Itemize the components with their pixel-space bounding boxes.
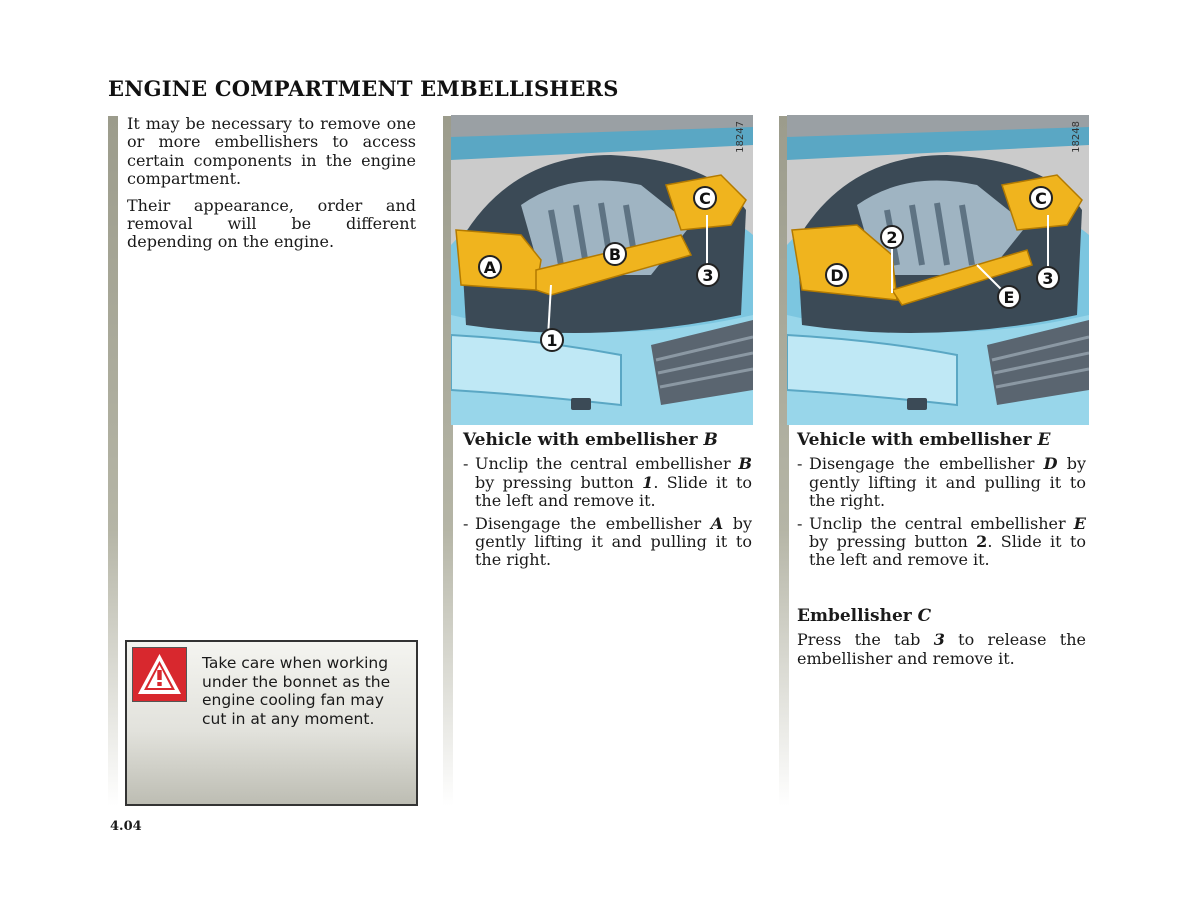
figure-embellisher-b	[451, 115, 753, 425]
list-item: - Disengage the embellisher D by gently lifting it and pulling it to the right.	[797, 454, 1086, 511]
section-heading: Vehicle with embellisher B	[463, 430, 718, 450]
figure-label-e: E	[1003, 288, 1015, 307]
section-embellisher-c	[797, 607, 1086, 668]
list-item: - Disengage the embellisher A by gently lifting it and pulling it to the right.	[463, 513, 753, 570]
figure-reference-number: 18248	[1071, 121, 1082, 153]
warning-box	[125, 640, 418, 806]
figure-label-b: B	[608, 245, 622, 264]
section-embellisher-b	[463, 431, 752, 574]
page-title: ENGINE COMPARTMENT EMBELLISHERS	[108, 76, 619, 101]
list-item: - Unclip the central embellisher B by pressing button 1. Slide it to the left and remove it.	[463, 454, 753, 511]
figure-reference-number: 18247	[735, 121, 746, 153]
section-body: Press the tab 3 to release the embellisher and remove it.	[797, 630, 1086, 668]
figure-label-c: C	[1035, 189, 1047, 208]
warning-text: Take care when working under the bonnet as the engine cooling fan may cut in at any moment.	[202, 654, 391, 728]
figure-label-3: 3	[702, 266, 714, 285]
figure-label-c: C	[699, 189, 711, 208]
section-embellisher-e	[797, 431, 1086, 574]
section-heading: Vehicle with embellisher E	[797, 430, 1051, 450]
figure-embellisher-e	[787, 115, 1089, 425]
intro-text	[127, 115, 416, 260]
figure-label-3: 3	[1042, 269, 1054, 288]
intro-paragraph-2: Their appearance, order and removal will be different depending on the engine.	[127, 195, 416, 252]
figure-label-1: 1	[546, 331, 558, 350]
figure-label-a: A	[483, 258, 497, 277]
warning-triangle-icon	[132, 647, 187, 702]
intro-paragraph-1: It may be necessary to remove one or more embellishers to access certain components in the engine compartment.	[127, 114, 416, 189]
column-stripe-left	[108, 116, 118, 806]
section-heading: Embellisher C	[797, 606, 932, 626]
figure-label-2: 2	[886, 228, 898, 247]
list-item: - Unclip the central embellisher E by pressing button 2. Slide it to the left and remove it.	[797, 513, 1087, 570]
figure-label-d: D	[830, 266, 844, 285]
page-number: 4.04	[110, 819, 142, 834]
